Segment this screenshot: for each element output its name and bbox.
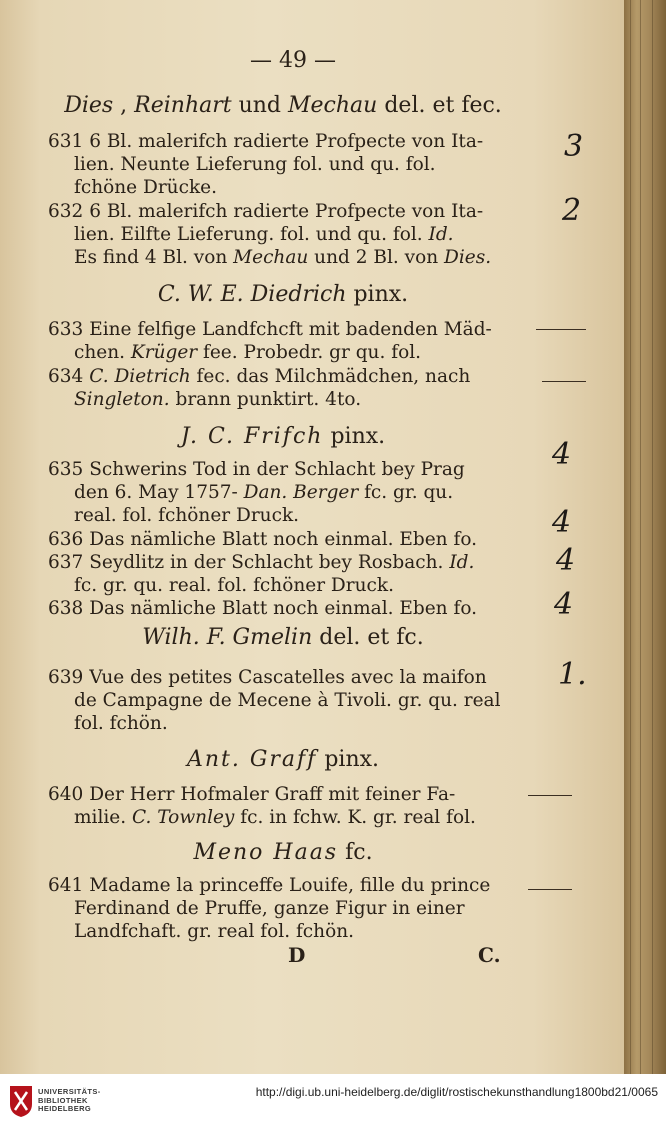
entry-640 [48, 783, 518, 829]
handwritten-price: 1. [558, 657, 587, 692]
handwritten-price: 4 [554, 587, 574, 622]
handwritten-dash [536, 329, 586, 330]
entry-632 [48, 200, 518, 269]
text-run: fec. das Milchmädchen, nach [190, 366, 471, 387]
text-line [48, 689, 518, 712]
spine-edge-line [640, 0, 641, 1074]
text-line [48, 388, 518, 411]
text-run: 631 6 Bl. malerifch radierte Profpecte von Ita- [48, 131, 484, 152]
text-line [48, 365, 518, 388]
entry-631 [48, 130, 518, 199]
text-line [48, 318, 518, 341]
handwritten-dash [542, 381, 586, 382]
text-run: 633 Eine felfige Landfchcft mit badenden Mäd- [48, 319, 492, 340]
italic-text-run: C. Townley [132, 807, 235, 828]
spine-edge-line [630, 0, 631, 1074]
text-line [48, 504, 518, 527]
library-name-line: HEIDELBERG [38, 1104, 92, 1113]
italic-text-run: Mechau [233, 247, 309, 268]
text-run: 641 Madame la princeffe Louife, fille du prince [48, 875, 491, 896]
section-heading [48, 281, 518, 309]
entry-635 [48, 458, 518, 527]
handwritten-dash [528, 889, 572, 890]
text-line [48, 920, 518, 943]
section-heading [48, 624, 518, 652]
entry-634 [48, 365, 518, 411]
library-name [38, 1088, 101, 1114]
spine-edge-line [652, 0, 653, 1074]
italic-text-run: Mechau [288, 93, 378, 118]
text-run: chen. [74, 342, 131, 363]
text-run: brann punktirt. 4to. [169, 389, 362, 410]
italic-text-run: J. C. Frifch [180, 424, 324, 449]
text-run: , [113, 93, 135, 118]
section-heading [48, 92, 518, 120]
text-line [48, 223, 518, 246]
text-run: fol. fchön. [74, 713, 168, 734]
text-line [48, 200, 518, 223]
italic-text-run: Dies [64, 93, 114, 118]
text-run: und 2 Bl. von [308, 247, 445, 268]
italic-text-run: Singleton. [74, 389, 170, 410]
text-run: 635 Schwerins Tod in der Schlacht bey Prag [48, 459, 465, 480]
text-run: 639 Vue des petites Cascatelles avec la maifon [48, 667, 487, 688]
handwritten-price: 3 [564, 129, 584, 164]
text-run: real. fol. fchöner Druck. [74, 505, 300, 526]
library-name-line: BIBLIOTHEK [38, 1095, 88, 1105]
text-run: pinx. [323, 424, 386, 449]
entry-639 [48, 666, 518, 735]
text-line [48, 783, 518, 806]
handwritten-price: 4 [552, 437, 572, 472]
page-number: — 49 — [250, 48, 336, 73]
text-run: und [231, 93, 289, 118]
university-seal-icon [6, 1084, 36, 1118]
italic-text-run: C. Dietrich [89, 366, 191, 387]
text-run: Es find 4 Bl. von [74, 247, 234, 268]
signature-right: C. [478, 943, 501, 967]
text-run: fee. Probedr. gr qu. fol. [197, 342, 422, 363]
section-heading [48, 746, 518, 774]
italic-text-run: Id. [428, 224, 454, 245]
text-line [48, 897, 518, 920]
signature-left: D [288, 943, 306, 967]
handwritten-dash [528, 795, 572, 796]
handwritten-price: 4 [552, 505, 572, 540]
text-line [48, 458, 518, 481]
text-run: fc. [338, 840, 373, 865]
text-run: Landfchaft. gr. real fol. fchön. [74, 921, 355, 942]
text-run: pinx. [317, 747, 380, 772]
text-line [48, 666, 518, 689]
italic-text-run: C. W. E. Diedrich [157, 282, 347, 307]
section-heading [48, 423, 518, 451]
text-line [48, 712, 518, 735]
text-run: 632 6 Bl. malerifch radierte Profpecte von Ita- [48, 201, 484, 222]
text-line [48, 176, 518, 199]
text-run: fc. gr. qu. [358, 482, 454, 503]
italic-text-run: Dies. [444, 247, 492, 268]
entry-641 [48, 874, 518, 943]
text-line [48, 597, 518, 620]
source-url[interactable]: http://digi.ub.uni-heidelberg.de/diglit/rostischekunsthandlung1800bd21/0065 [255, 1085, 658, 1099]
text-run: 637 Seydlitz in der Schlacht bey Rosbach. [48, 552, 450, 573]
text-line [48, 574, 518, 597]
text-run: lien. Eilfte Lieferung. fol. und qu. fol. [74, 224, 429, 245]
text-line [48, 874, 518, 897]
text-run: 634 [48, 366, 90, 387]
text-line [48, 246, 518, 269]
text-run: fc. gr. qu. real. fol. fchöner Druck. [74, 575, 394, 596]
text-line [48, 806, 518, 829]
section-heading [48, 839, 518, 867]
text-line [48, 551, 518, 574]
entry-636 [48, 528, 518, 551]
text-line [48, 528, 518, 551]
italic-text-run: Krüger [130, 342, 198, 363]
text-run: 638 Das nämliche Blatt noch einmal. Eben fo. [48, 598, 478, 619]
entry-633 [48, 318, 518, 364]
text-run: del. et fec. [377, 93, 502, 118]
text-line [48, 341, 518, 364]
italic-text-run: Ant. Graff [186, 747, 318, 772]
text-run: 636 Das nämliche Blatt noch einmal. Eben fo. [48, 529, 478, 550]
italic-text-run: Id. [449, 552, 475, 573]
text-run: pinx. [346, 282, 409, 307]
italic-text-run: Dan. Berger [243, 482, 359, 503]
text-run: fchöne Drücke. [74, 177, 217, 198]
text-line [48, 130, 518, 153]
italic-text-run: Meno Haas [193, 840, 339, 865]
text-run: de Campagne de Mecene à Tivoli. gr. qu. real [74, 690, 501, 711]
text-run: del. et fc. [312, 625, 424, 650]
text-line [48, 153, 518, 176]
italic-text-run: Wilh. F. Gmelin [142, 625, 313, 650]
text-run: milie. [74, 807, 133, 828]
text-run: den 6. May 1757- [74, 482, 244, 503]
text-line [48, 481, 518, 504]
italic-text-run: Reinhart [134, 93, 232, 118]
handwritten-price: 4 [556, 543, 576, 578]
text-run: Ferdinand de Pruffe, ganze Figur in einer [74, 898, 465, 919]
entry-637 [48, 551, 518, 597]
handwritten-price: 2 [562, 193, 582, 228]
text-run: lien. Neunte Lieferung fol. und qu. fol. [74, 154, 436, 175]
text-run: 640 Der Herr Hofmaler Graff mit feiner Fa- [48, 784, 456, 805]
library-name-line: UNIVERSITÄTS- [38, 1087, 101, 1096]
entry-638 [48, 597, 518, 620]
text-run: fc. in fchw. K. gr. real fol. [234, 807, 476, 828]
